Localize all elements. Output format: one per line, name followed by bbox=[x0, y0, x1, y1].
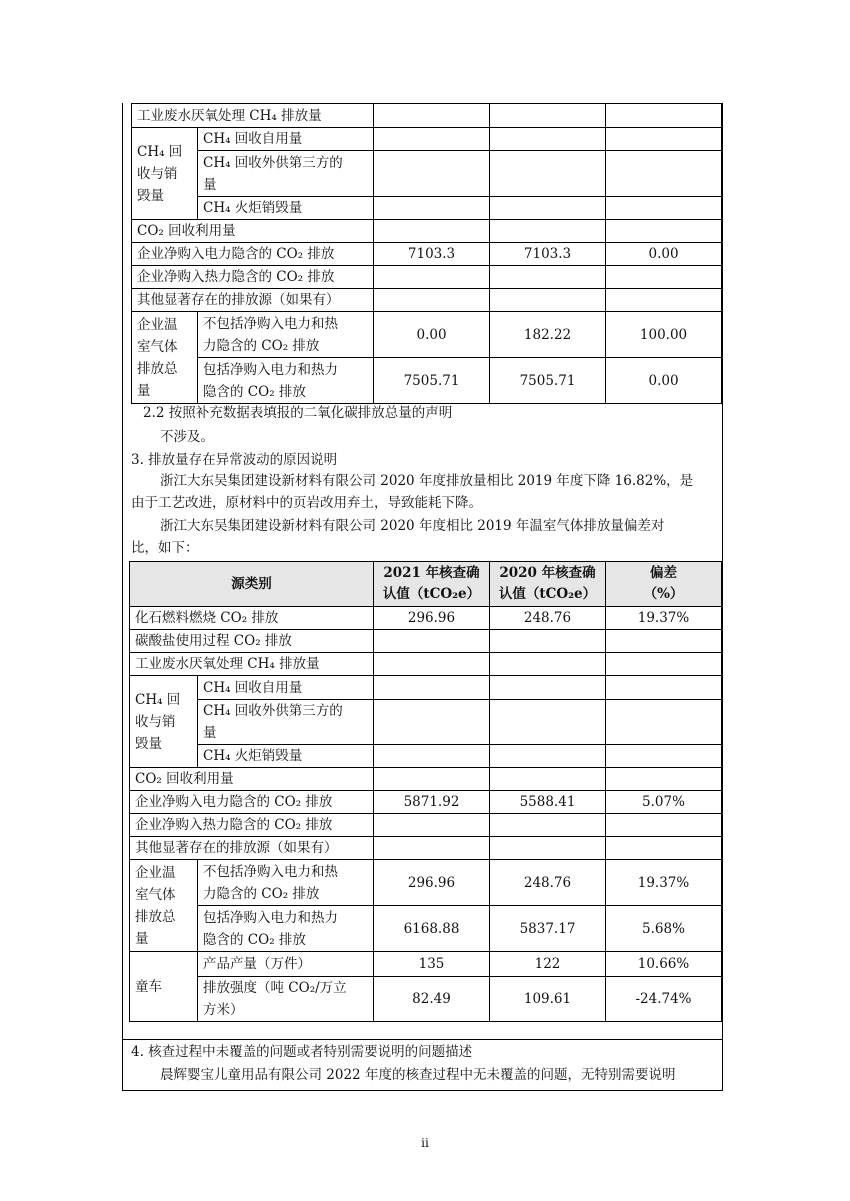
cell-value bbox=[490, 837, 606, 860]
table-row bbox=[132, 197, 722, 220]
table-row bbox=[130, 630, 722, 653]
group-label bbox=[132, 128, 198, 220]
row-label-line: 隐含的 CO₂ 排放 bbox=[203, 383, 306, 400]
table-row bbox=[130, 768, 722, 791]
emission-table-continued bbox=[131, 103, 722, 404]
table-row bbox=[132, 266, 722, 289]
table-row bbox=[130, 745, 722, 768]
row-label: CO₂ 回收利用量 bbox=[130, 768, 374, 791]
cell-value: 7505.71 bbox=[490, 358, 606, 404]
row-label-line: 不包括净购入电力和热 bbox=[203, 315, 338, 332]
group-label-line: 室气体 bbox=[137, 338, 178, 355]
row-label-line: 排放强度（吨 CO₂/万立 bbox=[203, 980, 347, 996]
row-label: CH₄ 火炬销毁量 bbox=[198, 197, 374, 220]
table-row bbox=[130, 860, 722, 906]
row-label: 企业净购入电力隐含的 CO₂ 排放 bbox=[130, 791, 374, 814]
row-label-line: CH₄ 回收外供第三方的 bbox=[203, 154, 343, 171]
group-label-line: 量 bbox=[135, 930, 149, 947]
row-label bbox=[198, 906, 374, 952]
column-header-line: 2021 年核查确 bbox=[383, 565, 480, 581]
cell-value bbox=[374, 745, 490, 768]
cell-value bbox=[490, 266, 606, 289]
cell-value bbox=[606, 700, 722, 745]
column-header-line: 2020 年核查确 bbox=[499, 565, 596, 581]
cell-value bbox=[606, 676, 722, 700]
table-row bbox=[132, 358, 722, 404]
cell-value: 248.76 bbox=[490, 607, 606, 630]
cell-value: 109.61 bbox=[490, 977, 606, 1022]
row-label: 化石燃料燃烧 CO₂ 排放 bbox=[130, 607, 374, 630]
table-row bbox=[132, 243, 722, 266]
row-label-line: 量 bbox=[203, 176, 217, 193]
cell-value bbox=[374, 197, 490, 220]
cell-value bbox=[374, 653, 490, 676]
cell-value bbox=[606, 266, 722, 289]
cell-value: 7103.3 bbox=[490, 243, 606, 266]
cell-value: 7103.3 bbox=[374, 243, 490, 266]
row-label-line: CH₄ 回收外供第三方的 bbox=[203, 703, 343, 719]
group-label-line: 毁量 bbox=[135, 735, 162, 752]
group-label-line: 毁量 bbox=[137, 187, 164, 204]
cell-value: 5871.92 bbox=[374, 791, 490, 814]
column-header: 源类别 bbox=[130, 562, 374, 607]
row-label bbox=[198, 860, 374, 906]
cell-value bbox=[374, 630, 490, 653]
cell-value bbox=[490, 151, 606, 197]
cell-value: 0.00 bbox=[374, 312, 490, 358]
group-label bbox=[130, 676, 198, 768]
row-label-line: 不包括净购入电力和热 bbox=[203, 863, 338, 880]
column-header-line: 偏差 bbox=[650, 565, 677, 581]
cell-value bbox=[374, 768, 490, 791]
paragraph: 比，如下： bbox=[131, 540, 199, 556]
row-label: 其他显著存在的排放源（如果有） bbox=[130, 837, 374, 860]
row-label-line: 力隐含的 CO₂ 排放 bbox=[203, 337, 320, 354]
row-label: CO₂ 回收利用量 bbox=[132, 220, 374, 243]
cell-value: 5588.41 bbox=[490, 791, 606, 814]
row-label bbox=[198, 151, 374, 197]
cell-value: 5.68% bbox=[606, 906, 722, 952]
cell-value bbox=[374, 128, 490, 151]
row-label bbox=[198, 312, 374, 358]
row-label-line: 隐含的 CO₂ 排放 bbox=[203, 931, 306, 948]
cell-value: 248.76 bbox=[490, 860, 606, 906]
cell-value: 19.37% bbox=[606, 607, 722, 630]
row-label: 碳酸盐使用过程 CO₂ 排放 bbox=[130, 630, 374, 653]
row-label: 产品产量（万件） bbox=[198, 952, 374, 977]
cell-value bbox=[490, 289, 606, 312]
cell-value: 5837.17 bbox=[490, 906, 606, 952]
cell-value bbox=[490, 630, 606, 653]
cell-value bbox=[490, 768, 606, 791]
table-row bbox=[132, 104, 722, 128]
table-row bbox=[130, 791, 722, 814]
cell-value: 6168.88 bbox=[374, 906, 490, 952]
section-divider bbox=[122, 1039, 723, 1040]
cell-value bbox=[606, 289, 722, 312]
row-label-line: 量 bbox=[203, 725, 217, 741]
cell-value: 0.00 bbox=[606, 358, 722, 404]
cell-value bbox=[374, 266, 490, 289]
column-header bbox=[374, 562, 490, 607]
paragraph: 晨辉婴宝儿童用品有限公司 2022 年度的核查过程中无未覆盖的问题，无特别需要说明 bbox=[160, 1067, 676, 1083]
row-label: CH₄ 回收自用量 bbox=[198, 676, 374, 700]
cell-value bbox=[490, 814, 606, 837]
row-label: 工业废水厌氧处理 CH₄ 排放量 bbox=[132, 104, 374, 128]
row-label: 企业净购入热力隐含的 CO₂ 排放 bbox=[130, 814, 374, 837]
paragraph: 浙江大东吴集团建设新材料有限公司 2020 年度排放量相比 2019 年度下降 16.82%，是 bbox=[160, 473, 694, 489]
row-label: 企业净购入热力隐含的 CO₂ 排放 bbox=[132, 266, 374, 289]
table-row bbox=[130, 814, 722, 837]
group-label-line: 企业温 bbox=[135, 864, 176, 881]
cell-value: 5.07% bbox=[606, 791, 722, 814]
table-header-row bbox=[130, 562, 722, 607]
row-label bbox=[198, 358, 374, 404]
cell-value: 122 bbox=[490, 952, 606, 977]
group-label-line: 企业温 bbox=[137, 316, 178, 333]
group-label-line: 收与销 bbox=[135, 713, 176, 730]
table-row bbox=[130, 676, 722, 700]
row-label-line: 包括净购入电力和热力 bbox=[203, 361, 338, 378]
group-label: 童车 bbox=[130, 952, 198, 1022]
table-row bbox=[130, 952, 722, 977]
cell-value: 296.96 bbox=[374, 607, 490, 630]
row-label: 企业净购入电力隐含的 CO₂ 排放 bbox=[132, 243, 374, 266]
section-heading: 3. 排放量存在异常波动的原因说明 bbox=[131, 452, 338, 468]
group-label bbox=[130, 860, 198, 952]
column-header-line: 认值（tCO₂e） bbox=[382, 586, 481, 602]
table-row bbox=[130, 607, 722, 630]
cell-value: 100.00 bbox=[606, 312, 722, 358]
cell-value: 135 bbox=[374, 952, 490, 977]
table-row bbox=[130, 837, 722, 860]
cell-value bbox=[606, 151, 722, 197]
row-label: CH₄ 火炬销毁量 bbox=[198, 745, 374, 768]
emission-comparison-table bbox=[129, 561, 722, 1022]
column-header-line: 认值（tCO₂e） bbox=[498, 586, 597, 602]
group-label-line: CH₄ 回 bbox=[137, 143, 183, 160]
table-row bbox=[130, 977, 722, 1022]
cell-value bbox=[490, 653, 606, 676]
paragraph: 浙江大东吴集团建设新材料有限公司 2020 年度相比 2019 年温室气体排放量偏差对 bbox=[160, 518, 665, 534]
table-row bbox=[130, 700, 722, 745]
cell-value bbox=[490, 104, 606, 128]
group-label-line: 收与销 bbox=[137, 165, 178, 182]
cell-value bbox=[374, 676, 490, 700]
cell-value: 296.96 bbox=[374, 860, 490, 906]
cell-value: 0.00 bbox=[606, 243, 722, 266]
table-row bbox=[132, 220, 722, 243]
cell-value bbox=[606, 104, 722, 128]
cell-value bbox=[490, 128, 606, 151]
section-heading: 2.2 按照补充数据表填报的二氧化碳排放总量的声明 bbox=[143, 405, 453, 421]
group-label-line: 室气体 bbox=[135, 886, 176, 903]
row-label: 其他显著存在的排放源（如果有） bbox=[132, 289, 374, 312]
page-number: ii bbox=[421, 1136, 429, 1150]
cell-value bbox=[490, 700, 606, 745]
row-label bbox=[198, 700, 374, 745]
row-label: 工业废水厌氧处理 CH₄ 排放量 bbox=[130, 653, 374, 676]
group-label-line: 量 bbox=[137, 382, 151, 399]
group-label-line: 排放总 bbox=[135, 908, 176, 925]
cell-value bbox=[490, 745, 606, 768]
cell-value bbox=[374, 700, 490, 745]
section-heading: 4. 核查过程中未覆盖的问题或者特别需要说明的问题描述 bbox=[131, 1044, 473, 1060]
cell-value bbox=[606, 837, 722, 860]
group-label-line: 排放总 bbox=[137, 360, 178, 377]
table-row bbox=[130, 906, 722, 952]
column-header-line: （%） bbox=[643, 586, 684, 602]
table-row bbox=[132, 312, 722, 358]
cell-value bbox=[606, 653, 722, 676]
cell-value bbox=[374, 837, 490, 860]
table-row bbox=[132, 289, 722, 312]
column-header bbox=[490, 562, 606, 607]
cell-value: 7505.71 bbox=[374, 358, 490, 404]
cell-value bbox=[606, 814, 722, 837]
column-header bbox=[606, 562, 722, 607]
cell-value: -24.74% bbox=[606, 977, 722, 1022]
table-row bbox=[132, 128, 722, 151]
table-row bbox=[132, 151, 722, 197]
cell-value: 182.22 bbox=[490, 312, 606, 358]
cell-value bbox=[490, 676, 606, 700]
row-label: CH₄ 回收自用量 bbox=[198, 128, 374, 151]
row-label-line: 力隐含的 CO₂ 排放 bbox=[203, 885, 320, 902]
cell-value bbox=[490, 197, 606, 220]
row-label bbox=[198, 977, 374, 1022]
group-label-line: CH₄ 回 bbox=[135, 691, 181, 708]
cell-value bbox=[606, 768, 722, 791]
cell-value bbox=[374, 289, 490, 312]
cell-value bbox=[374, 220, 490, 243]
cell-value bbox=[606, 220, 722, 243]
cell-value bbox=[374, 104, 490, 128]
cell-value bbox=[606, 630, 722, 653]
cell-value bbox=[606, 197, 722, 220]
cell-value bbox=[374, 151, 490, 197]
group-label bbox=[132, 312, 198, 404]
paragraph: 不涉及。 bbox=[160, 429, 214, 445]
cell-value: 19.37% bbox=[606, 860, 722, 906]
cell-value bbox=[374, 814, 490, 837]
paragraph: 由于工艺改进，原材料中的页岩改用弃土，导致能耗下降。 bbox=[131, 495, 482, 511]
cell-value bbox=[606, 745, 722, 768]
cell-value bbox=[606, 128, 722, 151]
table-row bbox=[130, 653, 722, 676]
row-label-line: 包括净购入电力和热力 bbox=[203, 909, 338, 926]
row-label-line: 方米） bbox=[203, 1002, 244, 1018]
cell-value: 10.66% bbox=[606, 952, 722, 977]
cell-value: 82.49 bbox=[374, 977, 490, 1022]
cell-value bbox=[490, 220, 606, 243]
